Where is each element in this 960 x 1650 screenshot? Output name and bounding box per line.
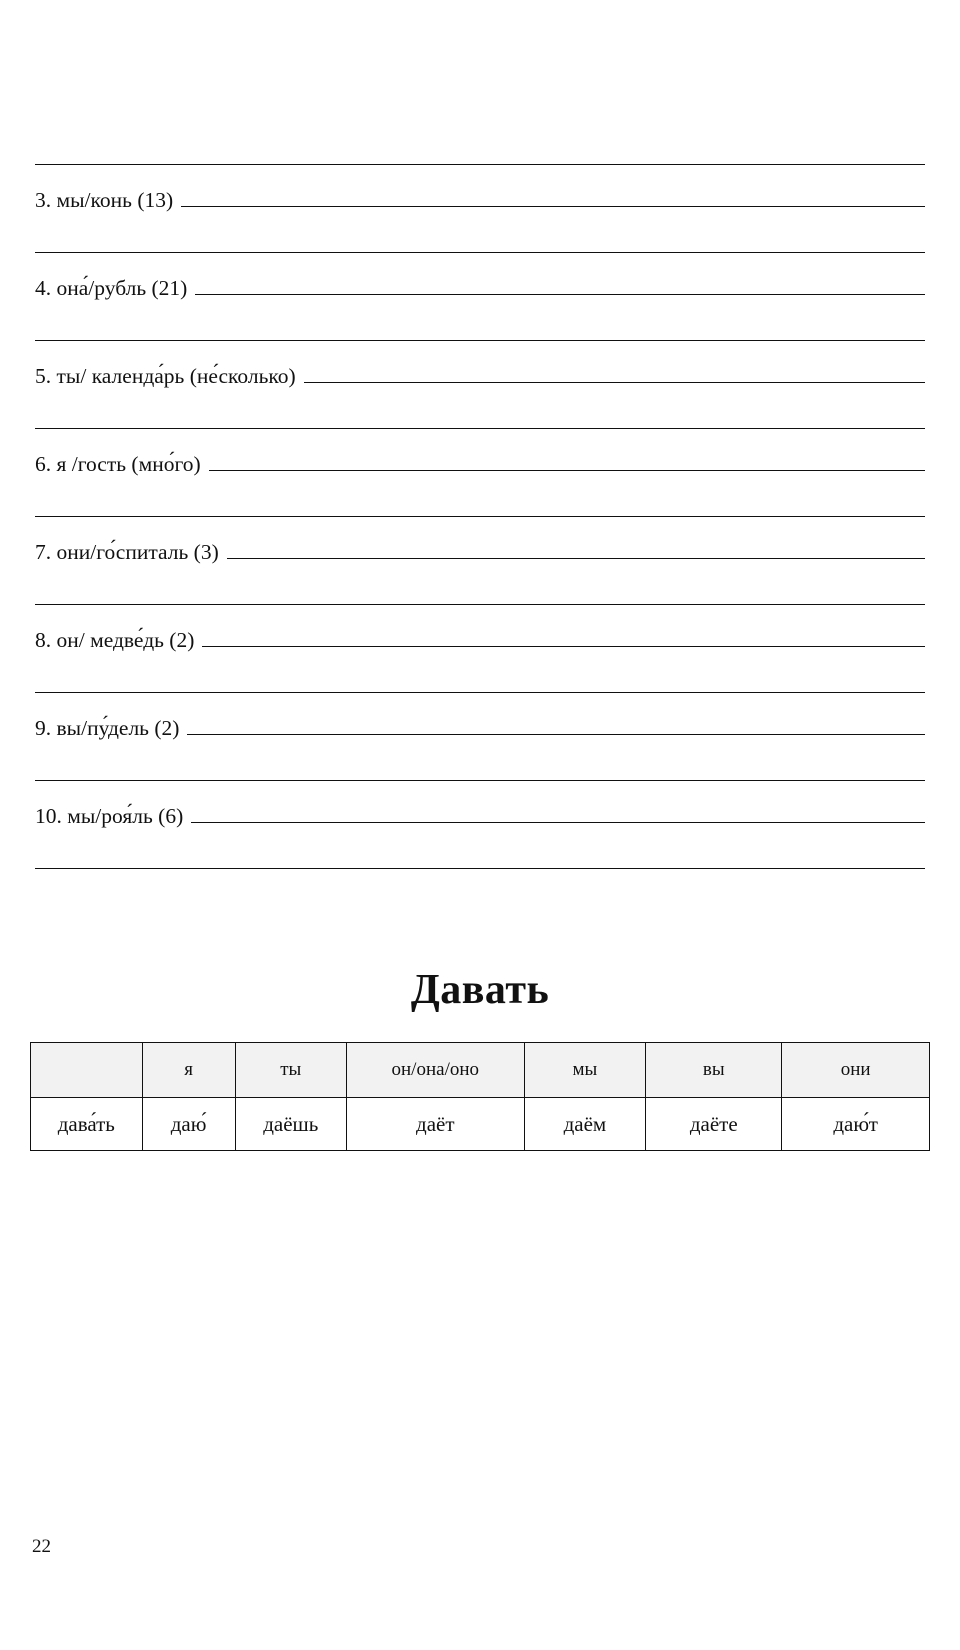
exercise-line: [35, 448, 925, 478]
exercise-item: [35, 150, 925, 238]
exercise-label: 8. он/ медве́дь (2): [35, 628, 195, 652]
exercise-item: [35, 678, 925, 766]
exercise-line: [35, 536, 925, 566]
exercise-line: [35, 624, 925, 654]
table-header-row: [31, 1043, 930, 1098]
answer-blank[interactable]: [195, 272, 925, 295]
verb-section-title: Давать: [410, 967, 550, 1013]
verb-infinitive-cell: дава́ть: [31, 1098, 143, 1151]
exercise-label: 5. ты/ календа́рь (не́сколько): [35, 364, 296, 388]
divider-rule: [35, 516, 925, 517]
exercise-item: [35, 502, 925, 590]
exercise-label: 7. они/го́спиталь (3): [35, 540, 219, 564]
pronoun-header-oni: они: [782, 1043, 930, 1098]
divider-rule: [35, 340, 925, 341]
exercise-label: 6. я /гость (мно́го): [35, 452, 201, 476]
exercise-label: 9. вы/пу́дель (2): [35, 716, 180, 740]
exercise-item: [35, 414, 925, 502]
exercise-item: [35, 766, 925, 854]
table-corner-cell: [31, 1043, 143, 1098]
page-number: 22: [32, 1536, 51, 1557]
pronoun-header-vy: вы: [646, 1043, 782, 1098]
verb-form-vy: даёте: [646, 1098, 782, 1151]
answer-blank[interactable]: [202, 624, 925, 647]
pronoun-header-on-ona-ono: он/она/оно: [346, 1043, 524, 1098]
divider-rule: [35, 604, 925, 605]
exercise-list-end: [35, 854, 925, 874]
exercise-label: 10. мы/роя́ль (6): [35, 804, 184, 828]
verb-form-on-ona-ono: даёт: [346, 1098, 524, 1151]
divider-rule: [35, 164, 925, 165]
exercise-line: [35, 800, 925, 830]
divider-rule: [35, 780, 925, 781]
answer-blank[interactable]: [181, 184, 925, 207]
exercise-line: [35, 272, 925, 302]
table-forms-row: [31, 1098, 930, 1151]
divider-rule: [35, 692, 925, 693]
verb-conjugation-table: [30, 1042, 930, 1151]
verb-form-oni: даю́т: [782, 1098, 930, 1151]
answer-blank[interactable]: [227, 536, 925, 559]
answer-blank[interactable]: [209, 448, 925, 471]
pronoun-header-my: мы: [524, 1043, 646, 1098]
exercise-line: [35, 360, 925, 390]
exercise-line: [35, 712, 925, 742]
divider-rule: [35, 428, 925, 429]
divider-rule: [35, 252, 925, 253]
exercise-list: [30, 150, 930, 874]
answer-blank[interactable]: [191, 800, 925, 823]
exercise-line: [35, 184, 925, 214]
verb-form-ya: даю́: [142, 1098, 235, 1151]
pronoun-header-ty: ты: [235, 1043, 346, 1098]
verb-table-container: [30, 1042, 930, 1151]
divider-rule: [35, 868, 925, 869]
exercise-label: 4. она́/рубль (21): [35, 276, 188, 300]
verb-form-my: даём: [524, 1098, 646, 1151]
exercise-item: [35, 590, 925, 678]
exercise-label: 3. мы/конь (13): [35, 188, 174, 212]
exercise-item: [35, 326, 925, 414]
exercise-item: [35, 238, 925, 326]
pronoun-header-ya: я: [142, 1043, 235, 1098]
verb-form-ty: даёшь: [235, 1098, 346, 1151]
answer-blank[interactable]: [304, 360, 925, 383]
answer-blank[interactable]: [187, 712, 925, 735]
document-page: [0, 150, 960, 1650]
